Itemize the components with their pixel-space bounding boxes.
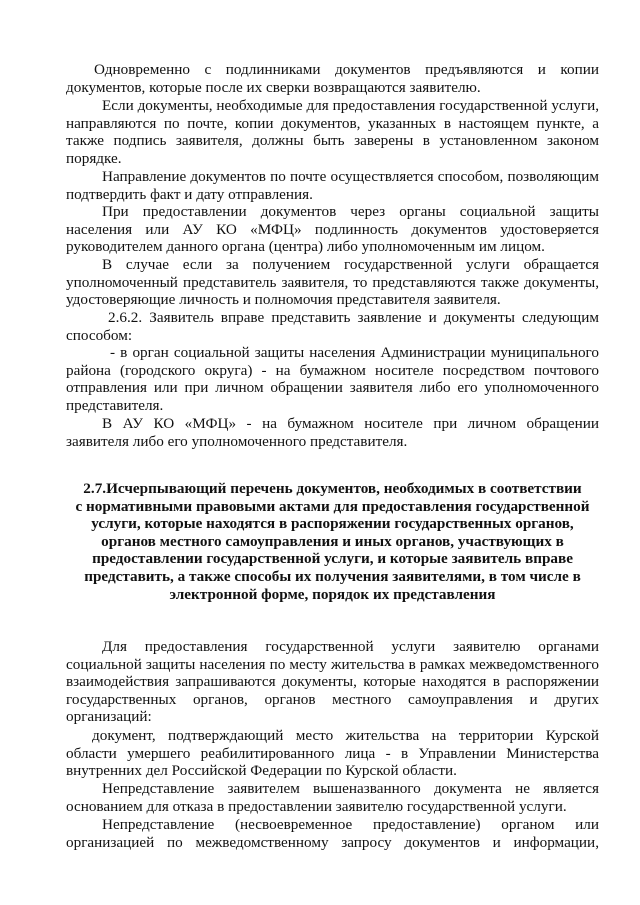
text-line: Одновременно с подлинниками документов предъявляются и копии	[94, 61, 599, 78]
text-line: порядке.	[66, 149, 122, 167]
heading-line: органов местного самоуправления и иных органов, участвующих в	[101, 532, 564, 550]
text-line: В случае если за получением государственной услуги обращается	[102, 256, 599, 273]
heading-line: представить, а также способы их получения заявителями, в том числе в	[84, 567, 581, 585]
paragraph	[66, 256, 599, 309]
text-line: Направление документов по почте осуществляется способом, позволяющим	[102, 168, 599, 185]
text-line: социальной защиты населения по месту жительства в рамках межведомственного	[66, 655, 599, 673]
text-line: внутренних дел Российской Федерации по Курской области.	[66, 762, 457, 780]
text-line: уполномоченный представитель заявителя, то представляются также документы,	[66, 273, 599, 291]
paragraph	[66, 168, 599, 203]
text-line: Непредставление (несвоевременное предоставление) органом или	[102, 816, 599, 833]
paragraph	[66, 61, 599, 96]
text-line: района (городского округа) - на бумажном носителе посредством почтового	[66, 361, 599, 379]
paragraph	[66, 780, 599, 815]
heading-line: 2.7.Исчерпывающий перечень документов, необходимых в соответствии	[83, 480, 582, 497]
text-line: В АУ КО «МФЦ» - на бумажном носителе при личном обращении	[102, 415, 599, 432]
text-line: государственных органов, органов местного самоуправления и других	[66, 690, 599, 708]
section-heading	[66, 480, 599, 603]
text-line: документов, которые после их сверки возвращаются заявителю.	[66, 78, 481, 96]
heading-line: электронной форме, порядок их представления	[169, 585, 496, 603]
text-line: руководителем данного органа (центра) либо уполномоченным им лицом.	[66, 238, 545, 256]
heading-line: с нормативными правовыми актами для предоставления государственной	[75, 497, 590, 515]
paragraph	[66, 203, 599, 256]
text-line: удостоверяющие личность и полномочия представителя заявителя.	[66, 291, 501, 309]
text-line: способом:	[66, 326, 133, 344]
text-line: населения или АУ КО «МФЦ» подлинность документов удостоверяется	[66, 220, 599, 238]
heading-line: предоставлении государственной услуги, и которые заявитель вправе	[92, 550, 573, 568]
text-line: основанием для отказа в предоставлении заявителю государственной услуги.	[66, 797, 567, 815]
paragraph	[66, 816, 599, 851]
paragraph	[66, 415, 599, 450]
paragraph	[66, 344, 599, 414]
text-line: организацией по межведомственному запросу документов и информации,	[66, 833, 599, 851]
paragraph	[66, 309, 599, 344]
text-line: также подпись заявителя, должны быть заверены в установленном законом	[66, 132, 599, 150]
text-line: области умершего реабилитированного лица - в Управлении Министерства	[66, 744, 599, 762]
text-line: Если документы, необходимые для предоставления государственной услуги,	[102, 97, 599, 114]
text-line: отправления или при личном обращении заявителя либо его уполномоченного	[66, 379, 599, 397]
text-line: - в орган социальной защиты населения Администрации муниципального	[110, 344, 599, 361]
text-line: представителя.	[66, 396, 164, 414]
text-line: заявителя либо его уполномоченного представителя.	[66, 432, 408, 450]
text-line: документ, подтверждающий место жительства на территории Курской	[92, 727, 599, 744]
heading-line: услуги, которые находятся в распоряжении государственных органов,	[91, 515, 574, 533]
text-line: При предоставлении документов через органы социальной защиты	[102, 203, 599, 220]
text-line: направляются по почте, копии документов, указанных в настоящем пункте, а	[66, 114, 599, 132]
paragraph	[66, 638, 599, 726]
text-line: подтвердить факт и дату отправления.	[66, 185, 313, 203]
text-line: 2.6.2. Заявитель вправе представить заявление и документы следующим	[108, 309, 599, 326]
text-line: взаимодействия запрашиваются документы, которые находятся в распоряжении	[66, 673, 599, 691]
paragraph	[66, 727, 599, 780]
paragraph	[66, 97, 599, 167]
text-line: организаций:	[66, 708, 152, 726]
text-line: Непредставление заявителем вышеназванного документа не является	[102, 780, 599, 797]
text-line: Для предоставления государственной услуги заявителю органами	[102, 638, 599, 655]
